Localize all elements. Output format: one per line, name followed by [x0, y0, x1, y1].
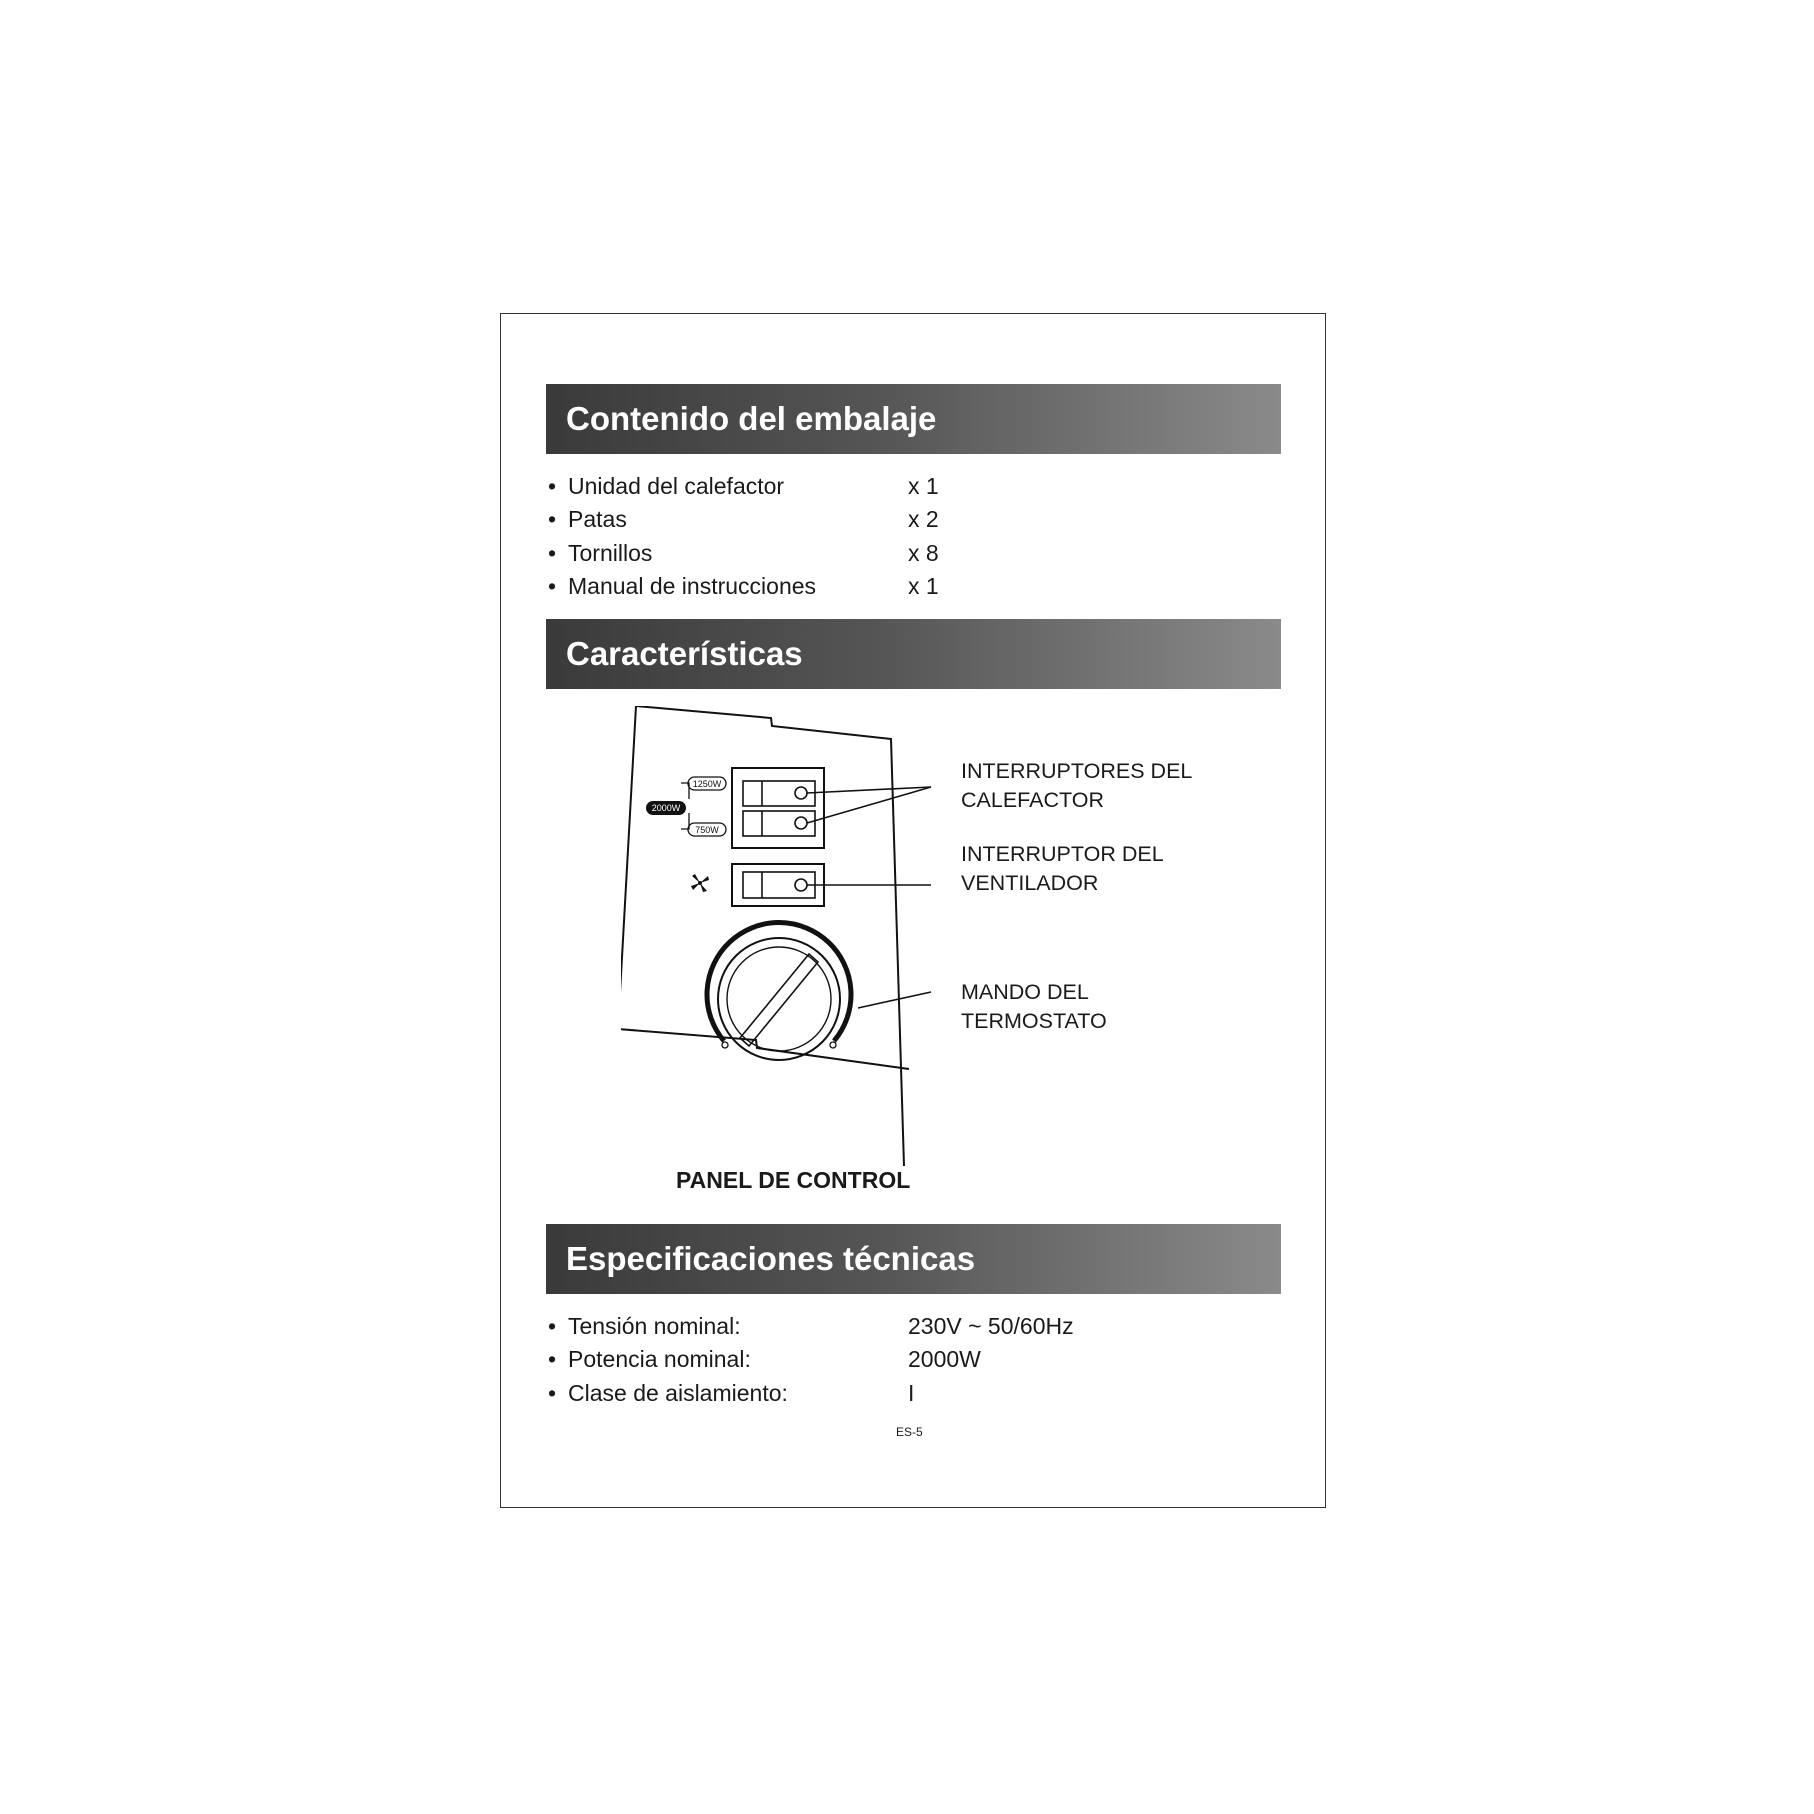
- bullet: •: [548, 1379, 557, 1406]
- section-title: Especificaciones técnicas: [566, 1240, 976, 1277]
- list-item: [546, 1377, 1281, 1410]
- thermostat-scale-arc: [707, 923, 851, 1041]
- item-quantity: x 2: [908, 506, 939, 533]
- list-item: [546, 1343, 1281, 1376]
- section-title: Características: [566, 635, 803, 672]
- item-label: Tornillos: [568, 539, 653, 566]
- item-quantity: x 8: [908, 539, 939, 566]
- spec-label: Tensión nominal:: [568, 1313, 741, 1339]
- list-item: [546, 537, 1281, 570]
- bullet: •: [548, 539, 557, 566]
- item-label: Patas: [568, 506, 627, 533]
- bullet: •: [548, 506, 557, 533]
- callout-heater-switches: INTERRUPTORES DEL CALEFACTOR: [961, 759, 1193, 812]
- panel-outline: [621, 706, 909, 1166]
- list-item: [546, 1310, 1281, 1343]
- fan-icon: [691, 874, 709, 892]
- section-header-features: [546, 619, 1281, 689]
- item-label: Unidad del calefactor: [568, 473, 785, 499]
- section-header-specs: [546, 1224, 1281, 1294]
- spec-value: I: [908, 1379, 915, 1406]
- list-item: [546, 470, 1281, 503]
- heater-switch-1: [743, 781, 815, 806]
- section-header-contents: [546, 384, 1281, 454]
- spec-label: Clase de aislamiento:: [568, 1379, 788, 1406]
- item-quantity: x 1: [908, 572, 939, 599]
- leader-thermostat: [858, 992, 931, 1008]
- power-label-750w: 750W: [695, 825, 719, 835]
- spec-value: 230V ~ 50/60Hz: [908, 1313, 1074, 1339]
- power-label-2000w: 2000W: [651, 803, 681, 813]
- bullet: •: [548, 473, 557, 499]
- panel-caption: PANEL DE CONTROL: [676, 1167, 911, 1193]
- section-title: Contenido del embalaje: [566, 400, 937, 437]
- list-item: [546, 570, 1281, 603]
- contents-list: [546, 470, 1281, 603]
- specs-list: [546, 1310, 1281, 1410]
- callout-fan-switch: INTERRUPTOR DEL VENTILADOR: [961, 842, 1164, 895]
- item-label: Manual de instrucciones: [568, 572, 817, 599]
- spec-value: 2000W: [908, 1346, 981, 1373]
- thermostat-pointer: [740, 954, 818, 1046]
- spec-label: Potencia nominal:: [568, 1346, 751, 1373]
- item-quantity: x 1: [908, 473, 939, 499]
- heater-switch-2: [743, 811, 815, 836]
- power-label-1250w: 1250W: [692, 779, 722, 789]
- bullet: •: [548, 572, 557, 599]
- bullet: •: [548, 1313, 557, 1339]
- fan-switch: [743, 872, 815, 898]
- thermostat-knob-outer: [718, 938, 840, 1060]
- page-number: ES-5: [896, 1425, 923, 1439]
- bullet: •: [548, 1346, 557, 1373]
- callout-thermostat-knob: MANDO DEL TERMOSTATO: [961, 980, 1107, 1033]
- list-item: [546, 503, 1281, 536]
- manual-page: [500, 313, 1326, 1508]
